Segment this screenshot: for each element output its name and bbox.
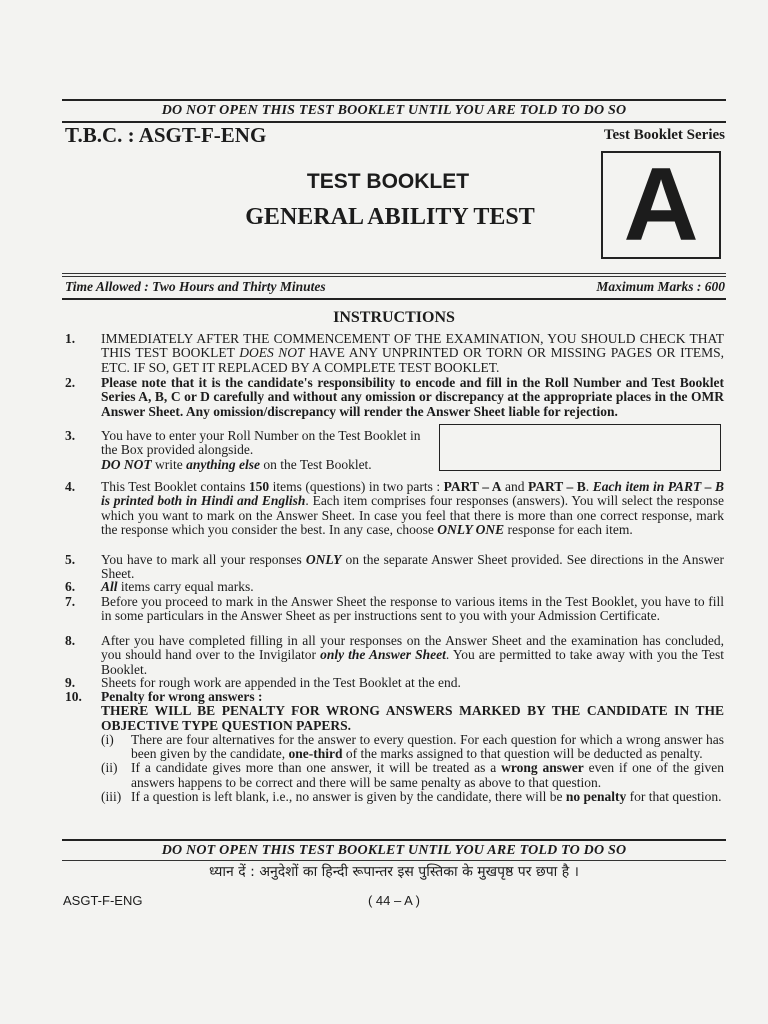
instruction-text: on the separate Answer Sheet provided. See directions in the Answer Sheet. — [101, 552, 724, 582]
instruction-number: 6. — [65, 579, 76, 594]
roll-number-box[interactable] — [439, 424, 721, 471]
penalty-rule-2 — [101, 761, 724, 790]
maximum-marks: Maximum Marks : 600 — [596, 279, 725, 294]
penalty-rule-1 — [101, 733, 724, 762]
instruction-text: This Test Booklet contains — [101, 479, 249, 494]
instruction-text: You have to enter your Roll Number on the Test Booklet in the Box provided alongside. — [101, 428, 421, 458]
sub-number: (ii) — [101, 760, 118, 776]
instruction-text: Before you proceed to mark in the Answer Sheet the response to various items in the Test Booklet, you have to fill in some particulars in the Answer Sheet as per instructions sent to you with your Admission Certificate. — [101, 594, 724, 624]
instruction-7 — [62, 595, 724, 624]
booklet-heading: TEST BOOKLET — [306, 170, 470, 193]
instruction-text: of the marks assigned to that question will be deducted as penalty. — [342, 746, 703, 762]
instruction-text: There are four alternatives for the answer to every question. For each question for which a wrong answer has been given by the candidate, — [131, 731, 724, 762]
instruction-emphasis: PART – A — [443, 479, 502, 494]
instruction-text: You have to mark all your responses — [101, 552, 306, 567]
instruction-number: 5. — [65, 552, 76, 567]
instruction-text: After you have completed filling in all your responses on the Answer Sheet and the examination has concluded, you should hand over to the Invigilator — [101, 633, 724, 663]
instruction-emphasis: 150 — [248, 479, 270, 494]
instruction-number: 10. — [65, 689, 82, 704]
instruction-emphasis: ONLY — [305, 552, 342, 567]
penalty-rule-3 — [101, 790, 724, 804]
tbc-code: T.B.C. : ASGT-F-ENG — [65, 123, 267, 147]
instruction-text: Sheets for rough work are appended in the Test Booklet at the end. — [101, 675, 461, 690]
instruction-text: for that question. — [626, 789, 722, 805]
instruction-text: response for each item. — [504, 521, 633, 537]
page-number: ( 44 – A ) — [367, 893, 421, 908]
instruction-text: on the Test Booklet. — [260, 456, 372, 472]
time-allowed: Time Allowed : Two Hours and Thirty Minutes — [65, 279, 326, 294]
penalty-heading: Penalty for wrong answers : — [101, 689, 263, 704]
instruction-emphasis: ONLY ONE — [437, 521, 505, 537]
instruction-text: even if one of the given answers happens to be correct and there will be same penalty as above to that question. — [131, 760, 724, 790]
bottom-rule-lower — [62, 860, 726, 861]
instruction-emphasis: DOES NOT — [239, 345, 305, 361]
sub-number: (i) — [101, 731, 114, 747]
instruction-emphasis: PART – B — [527, 479, 586, 494]
instruction-5 — [62, 553, 724, 582]
instruction-number: 1. — [65, 331, 76, 346]
series-letter-box: A — [601, 151, 721, 259]
instruction-number: 3. — [65, 428, 76, 443]
instruction-text: IMMEDIATELY AFTER THE COMMENCEMENT OF THE EXAMINATION, YOU SHOULD CHECK THAT THIS TEST BOOKLET — [101, 331, 724, 361]
instruction-number: 9. — [65, 675, 76, 690]
instruction-text: If a question is left blank, i.e., no answer is given by the candidate, there will be — [131, 789, 566, 805]
meta-rule-bottom — [62, 298, 726, 300]
top-warning-banner: DO NOT OPEN THIS TEST BOOKLET UNTIL YOU ARE TOLD TO DO SO — [161, 103, 627, 118]
instruction-emphasis: wrong answer — [501, 760, 584, 776]
instructions-heading: INSTRUCTIONS — [333, 309, 455, 326]
instruction-8 — [62, 634, 724, 677]
instruction-text: write — [151, 456, 187, 472]
instruction-text: Please note that it is the candidate's responsibility to encode and fill in the Roll Number and Test Booklet Series A, B, C or D carefully and without any omission or discrepancy at the appropriate places in the OMR Answer Sheet. Any omission/discrepancy will render the Answer Sheet liable for rejection. — [101, 375, 724, 419]
exam-title: GENERAL ABILITY TEST — [245, 204, 535, 230]
hindi-note: ध्यान दें : अनुदेशों का हिन्दी रूपान्तर इस पुस्तिका के मुखपृष्ठ पर छपा है । — [209, 864, 579, 880]
instruction-10 — [62, 690, 724, 804]
meta-rule-top-2 — [62, 276, 726, 277]
instruction-4 — [62, 480, 724, 537]
penalty-statement: THERE WILL BE PENALTY FOR WRONG ANSWERS MARKED BY THE CANDIDATE IN THE OBJECTIVE TYPE QUESTION PAPERS. — [101, 703, 724, 733]
instruction-emphasis: anything else — [186, 456, 261, 472]
top-rule — [62, 99, 726, 101]
instruction-text: . You are permitted to take away with you the Test Booklet. — [101, 647, 724, 677]
sub-number: (iii) — [101, 789, 122, 805]
instruction-text: and — [501, 479, 528, 494]
instruction-text: . — [585, 479, 593, 494]
instruction-number: 4. — [65, 479, 76, 494]
instruction-text: items carry equal marks. — [117, 579, 254, 594]
instruction-text: HAVE ANY UNPRINTED OR TORN OR MISSING PAGES OR ITEMS, ETC. IF SO, GET IT REPLACED BY A COMPLETE TEST BOOKLET. — [101, 345, 724, 375]
instruction-2 — [62, 376, 724, 419]
instruction-number: 8. — [65, 633, 76, 648]
instruction-emphasis: no penalty — [565, 789, 627, 805]
footer-code: ASGT-F-ENG — [63, 893, 143, 908]
instruction-1 — [62, 332, 724, 375]
instruction-number: 7. — [65, 594, 76, 609]
instruction-text: If a candidate gives more than one answer, it will be treated as a — [131, 760, 502, 776]
instruction-emphasis: DO NOT — [101, 456, 152, 472]
bottom-rule — [62, 839, 726, 841]
series-label: Test Booklet Series — [603, 127, 725, 143]
meta-rule-top — [62, 273, 726, 274]
instruction-number: 2. — [65, 375, 76, 390]
instruction-emphasis: Each item in PART – B is printed both in Hindi and English — [101, 479, 724, 509]
instruction-text: . Each item comprises four responses (answers). You will select the response which you want to mark on the Answer Sheet. In case you feel that there is more than one correct response, mark the response which you consider the best. In any case, choose — [101, 493, 724, 537]
instruction-text: items (questions) in two parts : — [269, 479, 444, 494]
instruction-emphasis: All — [101, 579, 118, 594]
instruction-emphasis: only the Answer Sheet — [320, 647, 446, 663]
instruction-emphasis: one-third — [288, 746, 343, 762]
instruction-6 — [62, 580, 724, 594]
bottom-warning-banner: DO NOT OPEN THIS TEST BOOKLET UNTIL YOU ARE TOLD TO DO SO — [161, 843, 627, 858]
